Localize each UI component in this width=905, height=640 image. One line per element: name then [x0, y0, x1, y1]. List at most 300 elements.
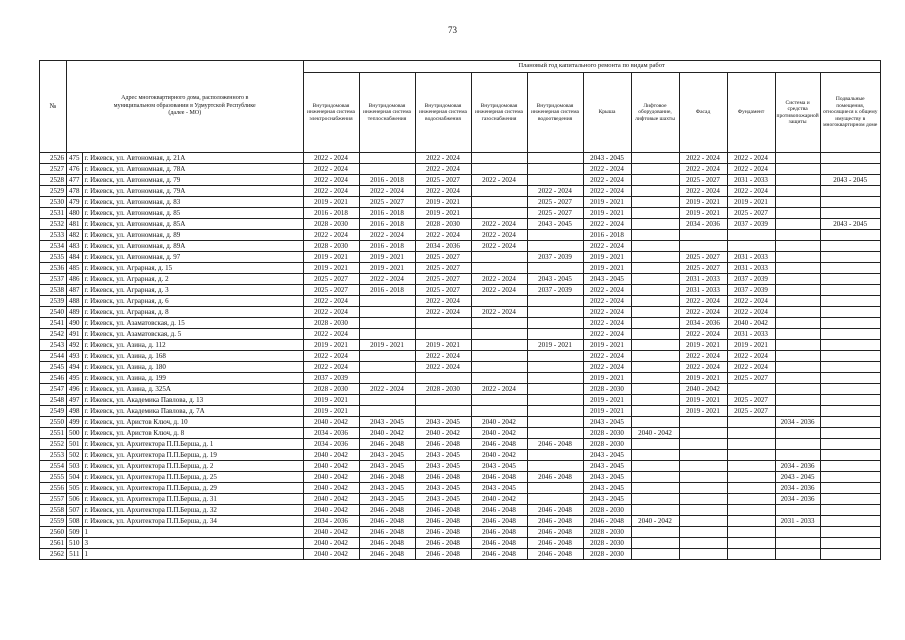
year-cell: 2037 - 2039	[727, 274, 775, 285]
year-cell: 2046 - 2048	[415, 505, 471, 516]
year-cell	[471, 373, 527, 384]
header-work-4: Внутридомовая инженерная система водоотведения	[527, 73, 583, 153]
row-number: 2533	[40, 230, 67, 241]
address-cell: г. Ижевск, ул. Архитектора П.П.Берша, д. 2	[82, 461, 303, 472]
year-cell: 2022 - 2024	[471, 241, 527, 252]
year-cell	[527, 153, 583, 164]
row-number: 2539	[40, 296, 67, 307]
year-cell	[820, 340, 880, 351]
page-number: 73	[448, 25, 457, 35]
year-cell	[631, 186, 679, 197]
year-cell: 2016 - 2018	[359, 219, 415, 230]
table-row	[40, 186, 881, 197]
header-work-6: Лифтовое оборудование, лифтовые шахты	[631, 73, 679, 153]
year-cell: 2028 - 2030	[303, 241, 359, 252]
year-cell	[471, 318, 527, 329]
year-cell: 2022 - 2024	[679, 362, 727, 373]
year-cell: 2043 - 2045	[583, 494, 631, 505]
table-row	[40, 395, 881, 406]
year-cell	[820, 527, 880, 538]
row-number: 2552	[40, 439, 67, 450]
table-row	[40, 373, 881, 384]
year-cell	[820, 197, 880, 208]
mo-number: 510	[67, 538, 83, 549]
year-cell	[820, 461, 880, 472]
year-cell	[359, 329, 415, 340]
year-cell	[679, 483, 727, 494]
address-cell: г. Ижевск, ул. Архитектора П.П.Берша, д. 25	[82, 472, 303, 483]
mo-number: 494	[67, 362, 83, 373]
year-cell: 2022 - 2024	[727, 362, 775, 373]
year-cell: 2046 - 2048	[359, 472, 415, 483]
year-cell: 2028 - 2030	[583, 439, 631, 450]
year-cell	[775, 505, 820, 516]
year-cell: 2046 - 2048	[527, 439, 583, 450]
year-cell: 2019 - 2021	[583, 340, 631, 351]
table-row	[40, 538, 881, 549]
year-cell: 2028 - 2030	[303, 318, 359, 329]
year-cell	[775, 175, 820, 186]
row-number: 2530	[40, 197, 67, 208]
year-cell	[775, 285, 820, 296]
table-row	[40, 340, 881, 351]
table-header	[40, 61, 881, 153]
year-cell: 2043 - 2045	[820, 219, 880, 230]
table-row	[40, 450, 881, 461]
year-cell	[727, 549, 775, 560]
year-cell	[820, 241, 880, 252]
address-cell: г. Ижевск, ул. Аграрная, д. 3	[82, 285, 303, 296]
row-number: 2527	[40, 164, 67, 175]
year-cell: 2043 - 2045	[775, 472, 820, 483]
mo-number: 503	[67, 461, 83, 472]
year-cell: 2034 - 2036	[415, 241, 471, 252]
year-cell	[820, 186, 880, 197]
year-cell	[679, 505, 727, 516]
year-cell	[820, 549, 880, 560]
table-row	[40, 549, 881, 560]
year-cell	[359, 373, 415, 384]
year-cell: 2022 - 2024	[583, 219, 631, 230]
mo-number: 492	[67, 340, 83, 351]
year-cell	[631, 340, 679, 351]
mo-number: 497	[67, 395, 83, 406]
year-cell: 2046 - 2048	[527, 527, 583, 538]
mo-number: 479	[67, 197, 83, 208]
year-cell	[471, 197, 527, 208]
address-cell: г. Ижевск, ул. Автономная, д. 79А	[82, 186, 303, 197]
year-cell	[527, 428, 583, 439]
year-cell	[679, 494, 727, 505]
year-cell: 2025 - 2027	[527, 197, 583, 208]
year-cell: 2040 - 2042	[303, 461, 359, 472]
year-cell	[820, 362, 880, 373]
year-cell: 2040 - 2042	[303, 450, 359, 461]
year-cell	[820, 164, 880, 175]
year-cell	[631, 285, 679, 296]
table-row	[40, 505, 881, 516]
year-cell: 2046 - 2048	[359, 549, 415, 560]
year-cell: 2022 - 2024	[583, 186, 631, 197]
year-cell	[775, 263, 820, 274]
mo-number: 495	[67, 373, 83, 384]
table-body	[40, 153, 881, 560]
address-cell: г. Ижевск, ул. Архитектора П.П.Берша, д. 29	[82, 483, 303, 494]
year-cell: 2043 - 2045	[820, 175, 880, 186]
year-cell: 2019 - 2021	[679, 373, 727, 384]
year-cell	[631, 252, 679, 263]
row-number: 2537	[40, 274, 67, 285]
year-cell: 2022 - 2024	[303, 351, 359, 362]
year-cell	[820, 208, 880, 219]
year-cell	[820, 296, 880, 307]
mo-number: 502	[67, 450, 83, 461]
year-cell: 2022 - 2024	[303, 230, 359, 241]
year-cell	[527, 395, 583, 406]
year-cell: 2040 - 2042	[303, 494, 359, 505]
year-cell	[471, 351, 527, 362]
year-cell: 2025 - 2027	[415, 274, 471, 285]
year-cell	[631, 197, 679, 208]
year-cell	[727, 450, 775, 461]
year-cell	[415, 395, 471, 406]
address-cell: г. Ижевск, ул. Азаматовская, д. 15	[82, 318, 303, 329]
year-cell: 2046 - 2048	[527, 505, 583, 516]
year-cell: 2022 - 2024	[583, 351, 631, 362]
address-cell: г. Ижевск, ул. Аристов Ключ, д. 10	[82, 417, 303, 428]
year-cell: 2022 - 2024	[303, 186, 359, 197]
year-cell	[527, 494, 583, 505]
year-cell: 2022 - 2024	[359, 384, 415, 395]
mo-number: 487	[67, 285, 83, 296]
year-cell: 2022 - 2024	[727, 153, 775, 164]
year-cell: 2040 - 2042	[303, 549, 359, 560]
table-row	[40, 494, 881, 505]
year-cell	[775, 252, 820, 263]
year-cell: 2028 - 2030	[583, 549, 631, 560]
year-cell	[820, 538, 880, 549]
year-cell	[527, 373, 583, 384]
year-cell	[631, 538, 679, 549]
year-cell: 2043 - 2045	[583, 274, 631, 285]
table-row	[40, 153, 881, 164]
year-cell: 2040 - 2042	[303, 538, 359, 549]
year-cell	[820, 285, 880, 296]
row-number: 2560	[40, 527, 67, 538]
table-row	[40, 472, 881, 483]
year-cell	[415, 318, 471, 329]
header-work-7: Фасад	[679, 73, 727, 153]
year-cell: 2043 - 2045	[527, 219, 583, 230]
year-cell	[631, 406, 679, 417]
year-cell: 2040 - 2042	[303, 417, 359, 428]
year-cell: 2028 - 2030	[583, 538, 631, 549]
year-cell	[727, 472, 775, 483]
row-number: 2553	[40, 450, 67, 461]
mo-number: 490	[67, 318, 83, 329]
row-number: 2562	[40, 549, 67, 560]
year-cell: 2028 - 2030	[303, 384, 359, 395]
year-cell: 2025 - 2027	[679, 175, 727, 186]
year-cell	[471, 406, 527, 417]
table-row	[40, 307, 881, 318]
year-cell: 2019 - 2021	[415, 340, 471, 351]
year-cell: 2046 - 2048	[583, 516, 631, 527]
year-cell: 2037 - 2039	[727, 219, 775, 230]
year-cell	[820, 263, 880, 274]
year-cell: 2025 - 2027	[527, 208, 583, 219]
year-cell: 2022 - 2024	[415, 296, 471, 307]
year-cell	[820, 472, 880, 483]
address-cell: г. Ижевск, ул. Азина, д. 325А	[82, 384, 303, 395]
year-cell: 2046 - 2048	[527, 516, 583, 527]
table-row	[40, 329, 881, 340]
year-cell	[527, 329, 583, 340]
row-number: 2550	[40, 417, 67, 428]
year-cell	[775, 538, 820, 549]
year-cell: 2019 - 2021	[679, 340, 727, 351]
year-cell: 2046 - 2048	[415, 472, 471, 483]
table-row	[40, 362, 881, 373]
year-cell: 2019 - 2021	[583, 263, 631, 274]
year-cell	[775, 450, 820, 461]
year-cell: 2022 - 2024	[415, 230, 471, 241]
year-cell	[775, 296, 820, 307]
year-cell	[471, 164, 527, 175]
year-cell	[679, 461, 727, 472]
year-cell: 2019 - 2021	[303, 197, 359, 208]
year-cell: 2046 - 2048	[359, 527, 415, 538]
mo-number: 480	[67, 208, 83, 219]
mo-number: 500	[67, 428, 83, 439]
year-cell: 2022 - 2024	[415, 186, 471, 197]
mo-number: 507	[67, 505, 83, 516]
year-cell	[820, 252, 880, 263]
year-cell	[527, 417, 583, 428]
year-cell: 2025 - 2027	[415, 263, 471, 274]
year-cell: 2016 - 2018	[303, 208, 359, 219]
year-cell: 2019 - 2021	[583, 252, 631, 263]
year-cell	[471, 186, 527, 197]
address-cell: г. Ижевск, ул. Архитектора П.П.Берша, д. 19	[82, 450, 303, 461]
mo-number: 501	[67, 439, 83, 450]
table-row	[40, 208, 881, 219]
row-number: 2546	[40, 373, 67, 384]
year-cell: 2040 - 2042	[471, 450, 527, 461]
year-cell: 2043 - 2045	[359, 483, 415, 494]
year-cell: 2043 - 2045	[583, 472, 631, 483]
mo-number: 476	[67, 164, 83, 175]
year-cell	[631, 208, 679, 219]
table-row	[40, 461, 881, 472]
year-cell	[527, 384, 583, 395]
year-cell: 2022 - 2024	[727, 164, 775, 175]
year-cell	[820, 494, 880, 505]
year-cell	[775, 351, 820, 362]
row-number: 2542	[40, 329, 67, 340]
table-row	[40, 406, 881, 417]
year-cell: 2043 - 2045	[415, 417, 471, 428]
row-number: 2551	[40, 428, 67, 439]
year-cell: 2022 - 2024	[583, 362, 631, 373]
year-cell: 2022 - 2024	[679, 307, 727, 318]
year-cell: 2019 - 2021	[303, 395, 359, 406]
year-cell: 2040 - 2042	[359, 428, 415, 439]
year-cell: 2040 - 2042	[471, 417, 527, 428]
year-cell	[471, 263, 527, 274]
year-cell: 2022 - 2024	[583, 296, 631, 307]
mo-number: 491	[67, 329, 83, 340]
year-cell: 2037 - 2039	[303, 373, 359, 384]
year-cell	[679, 241, 727, 252]
year-cell	[775, 197, 820, 208]
year-cell	[820, 516, 880, 527]
year-cell: 2043 - 2045	[471, 461, 527, 472]
year-cell: 2019 - 2021	[679, 406, 727, 417]
table-row	[40, 164, 881, 175]
year-cell: 2028 - 2030	[583, 527, 631, 538]
year-cell	[527, 296, 583, 307]
year-cell: 2022 - 2024	[415, 153, 471, 164]
year-cell: 2016 - 2018	[359, 285, 415, 296]
year-cell: 2043 - 2045	[583, 450, 631, 461]
year-cell	[775, 230, 820, 241]
year-cell: 2046 - 2048	[527, 472, 583, 483]
year-cell	[631, 362, 679, 373]
mo-number: 498	[67, 406, 83, 417]
year-cell	[820, 505, 880, 516]
year-cell: 2025 - 2027	[415, 285, 471, 296]
year-cell: 2025 - 2027	[727, 208, 775, 219]
year-cell	[727, 461, 775, 472]
address-cell: г. Ижевск, ул. Аграрная, д. 2	[82, 274, 303, 285]
year-cell: 2031 - 2033	[727, 329, 775, 340]
year-cell: 2034 - 2036	[303, 516, 359, 527]
year-cell	[415, 329, 471, 340]
year-cell: 2043 - 2045	[359, 461, 415, 472]
address-cell: г. Ижевск, ул. Азина, д. 168	[82, 351, 303, 362]
year-cell	[820, 329, 880, 340]
year-cell: 2025 - 2027	[727, 395, 775, 406]
year-cell	[359, 153, 415, 164]
year-cell	[727, 516, 775, 527]
table-row	[40, 263, 881, 274]
year-cell: 2043 - 2045	[359, 417, 415, 428]
row-number: 2534	[40, 241, 67, 252]
year-cell	[527, 175, 583, 186]
mo-number: 499	[67, 417, 83, 428]
year-cell: 2019 - 2021	[727, 197, 775, 208]
year-cell	[415, 373, 471, 384]
year-cell: 2019 - 2021	[583, 208, 631, 219]
address-cell: г. Ижевск, ул. Аграрная, д. 15	[82, 263, 303, 274]
table-row	[40, 439, 881, 450]
year-cell	[631, 318, 679, 329]
capital-repair-table	[39, 60, 881, 560]
year-cell	[727, 439, 775, 450]
year-cell: 2040 - 2042	[471, 494, 527, 505]
table-row	[40, 318, 881, 329]
year-cell: 2019 - 2021	[679, 197, 727, 208]
year-cell: 2031 - 2033	[727, 175, 775, 186]
year-cell	[727, 527, 775, 538]
year-cell: 2046 - 2048	[471, 516, 527, 527]
year-cell: 2019 - 2021	[359, 252, 415, 263]
year-cell	[359, 395, 415, 406]
header-planned-year: Плановый год капитального ремонта по видам работ	[303, 61, 880, 73]
year-cell: 2028 - 2030	[415, 219, 471, 230]
year-cell: 2019 - 2021	[303, 252, 359, 263]
year-cell: 2040 - 2042	[303, 472, 359, 483]
year-cell	[775, 274, 820, 285]
year-cell: 2022 - 2024	[359, 230, 415, 241]
year-cell: 2019 - 2021	[679, 395, 727, 406]
year-cell	[775, 219, 820, 230]
year-cell: 2028 - 2030	[583, 428, 631, 439]
year-cell: 2046 - 2048	[359, 516, 415, 527]
table-row	[40, 285, 881, 296]
address-cell: г. Ижевск, ул. Автономная, д. 78А	[82, 164, 303, 175]
header-work-2: Внутридомовая инженерная система водоснабжения	[415, 73, 471, 153]
year-cell	[775, 428, 820, 439]
row-number: 2554	[40, 461, 67, 472]
year-cell	[471, 208, 527, 219]
row-number: 2556	[40, 483, 67, 494]
row-number: 2561	[40, 538, 67, 549]
year-cell: 2019 - 2021	[415, 208, 471, 219]
row-number: 2540	[40, 307, 67, 318]
year-cell: 2022 - 2024	[359, 186, 415, 197]
year-cell: 2034 - 2036	[303, 428, 359, 439]
year-cell: 2022 - 2024	[679, 164, 727, 175]
address-cell: 3	[82, 538, 303, 549]
mo-number: 478	[67, 186, 83, 197]
year-cell	[527, 406, 583, 417]
header-address: Адрес многоквартирного дома, расположенного в муниципальном образовании в Удмуртской Республике (далее - МО)	[67, 61, 304, 153]
year-cell: 2031 - 2033	[679, 274, 727, 285]
year-cell: 2025 - 2027	[303, 274, 359, 285]
year-cell: 2043 - 2045	[583, 461, 631, 472]
row-number: 2531	[40, 208, 67, 219]
table-row	[40, 417, 881, 428]
year-cell	[820, 384, 880, 395]
address-cell: г. Ижевск, ул. Автономная, д. 85А	[82, 219, 303, 230]
row-number: 2544	[40, 351, 67, 362]
year-cell: 2022 - 2024	[471, 285, 527, 296]
year-cell: 2022 - 2024	[471, 274, 527, 285]
year-cell: 2022 - 2024	[359, 274, 415, 285]
row-number: 2548	[40, 395, 67, 406]
year-cell: 2040 - 2042	[727, 318, 775, 329]
year-cell: 2046 - 2048	[415, 516, 471, 527]
address-cell: г. Ижевск, ул. Академика Павлова, д. 7А	[82, 406, 303, 417]
address-cell: г. Ижевск, ул. Аграрная, д. 8	[82, 307, 303, 318]
mo-number: 508	[67, 516, 83, 527]
year-cell	[359, 351, 415, 362]
year-cell: 2040 - 2042	[303, 527, 359, 538]
year-cell	[631, 417, 679, 428]
year-cell: 2019 - 2021	[583, 406, 631, 417]
year-cell	[415, 406, 471, 417]
year-cell	[775, 384, 820, 395]
year-cell: 2043 - 2045	[415, 461, 471, 472]
table-row	[40, 483, 881, 494]
year-cell	[631, 164, 679, 175]
year-cell	[820, 318, 880, 329]
mo-number: 482	[67, 230, 83, 241]
address-cell: г. Ижевск, ул. Автономная, д. 79	[82, 175, 303, 186]
year-cell: 2022 - 2024	[471, 219, 527, 230]
